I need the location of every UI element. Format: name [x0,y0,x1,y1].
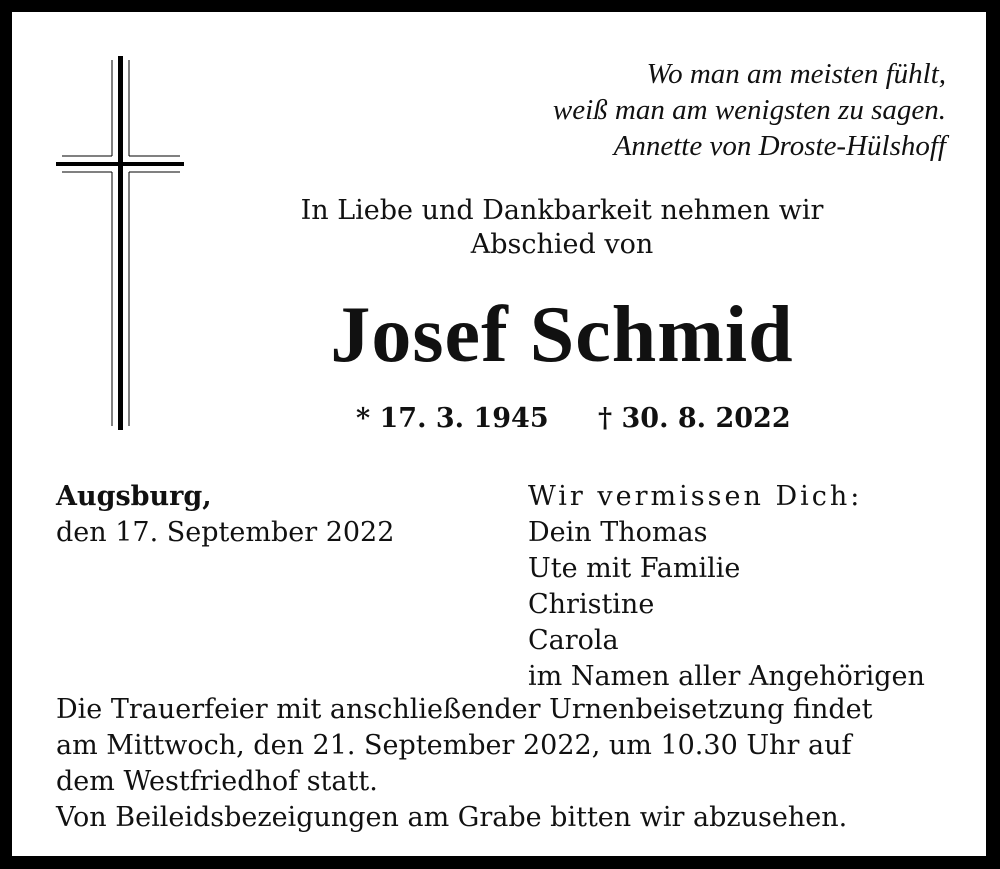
quote-line: weiß man am wenigsten zu sagen. [552,94,946,126]
intro-line: In Liebe und Dankbarkeit nehmen wir [300,195,824,226]
quote-block [553,56,946,164]
obituary-notice [10,10,988,858]
mourner-name: Dein Thomas [528,517,708,548]
place: Augsburg, [56,481,212,512]
notice-line: dem Westfriedhof statt. [56,766,378,797]
quote-line: Wo man am meisten fühlt, [646,58,946,90]
deceased-name: Josef Schmid [330,291,794,379]
intro-text [152,194,972,262]
notice-line: Von Beileidsbezeigungen am Grabe bitten wir abzusehen. [56,802,848,833]
mourner-name: im Namen aller Angehörigen [528,661,925,692]
notice-line: am Mittwoch, den 21. September 2022, um 10.30 Uhr auf [56,730,852,761]
death-date: † 30. 8. 2022 [598,403,791,434]
quote-author: Annette von Droste-Hülshoff [613,130,946,162]
intro-line: Abschied von [470,229,654,260]
place-date-block [56,479,394,551]
notice-line: Die Trauerfeier mit anschließender Urnenbeisetzung findet [56,694,873,725]
mourners-block [528,479,925,695]
funeral-notice [56,692,873,836]
mourner-name: Ute mit Familie [528,553,741,584]
mourners-heading: Wir vermissen Dich: [528,481,863,512]
mourner-name: Christine [528,589,655,620]
birth-date: * 17. 3. 1945 [356,403,549,434]
notice-date: den 17. September 2022 [56,517,395,548]
mourner-name: Carola [528,625,619,656]
